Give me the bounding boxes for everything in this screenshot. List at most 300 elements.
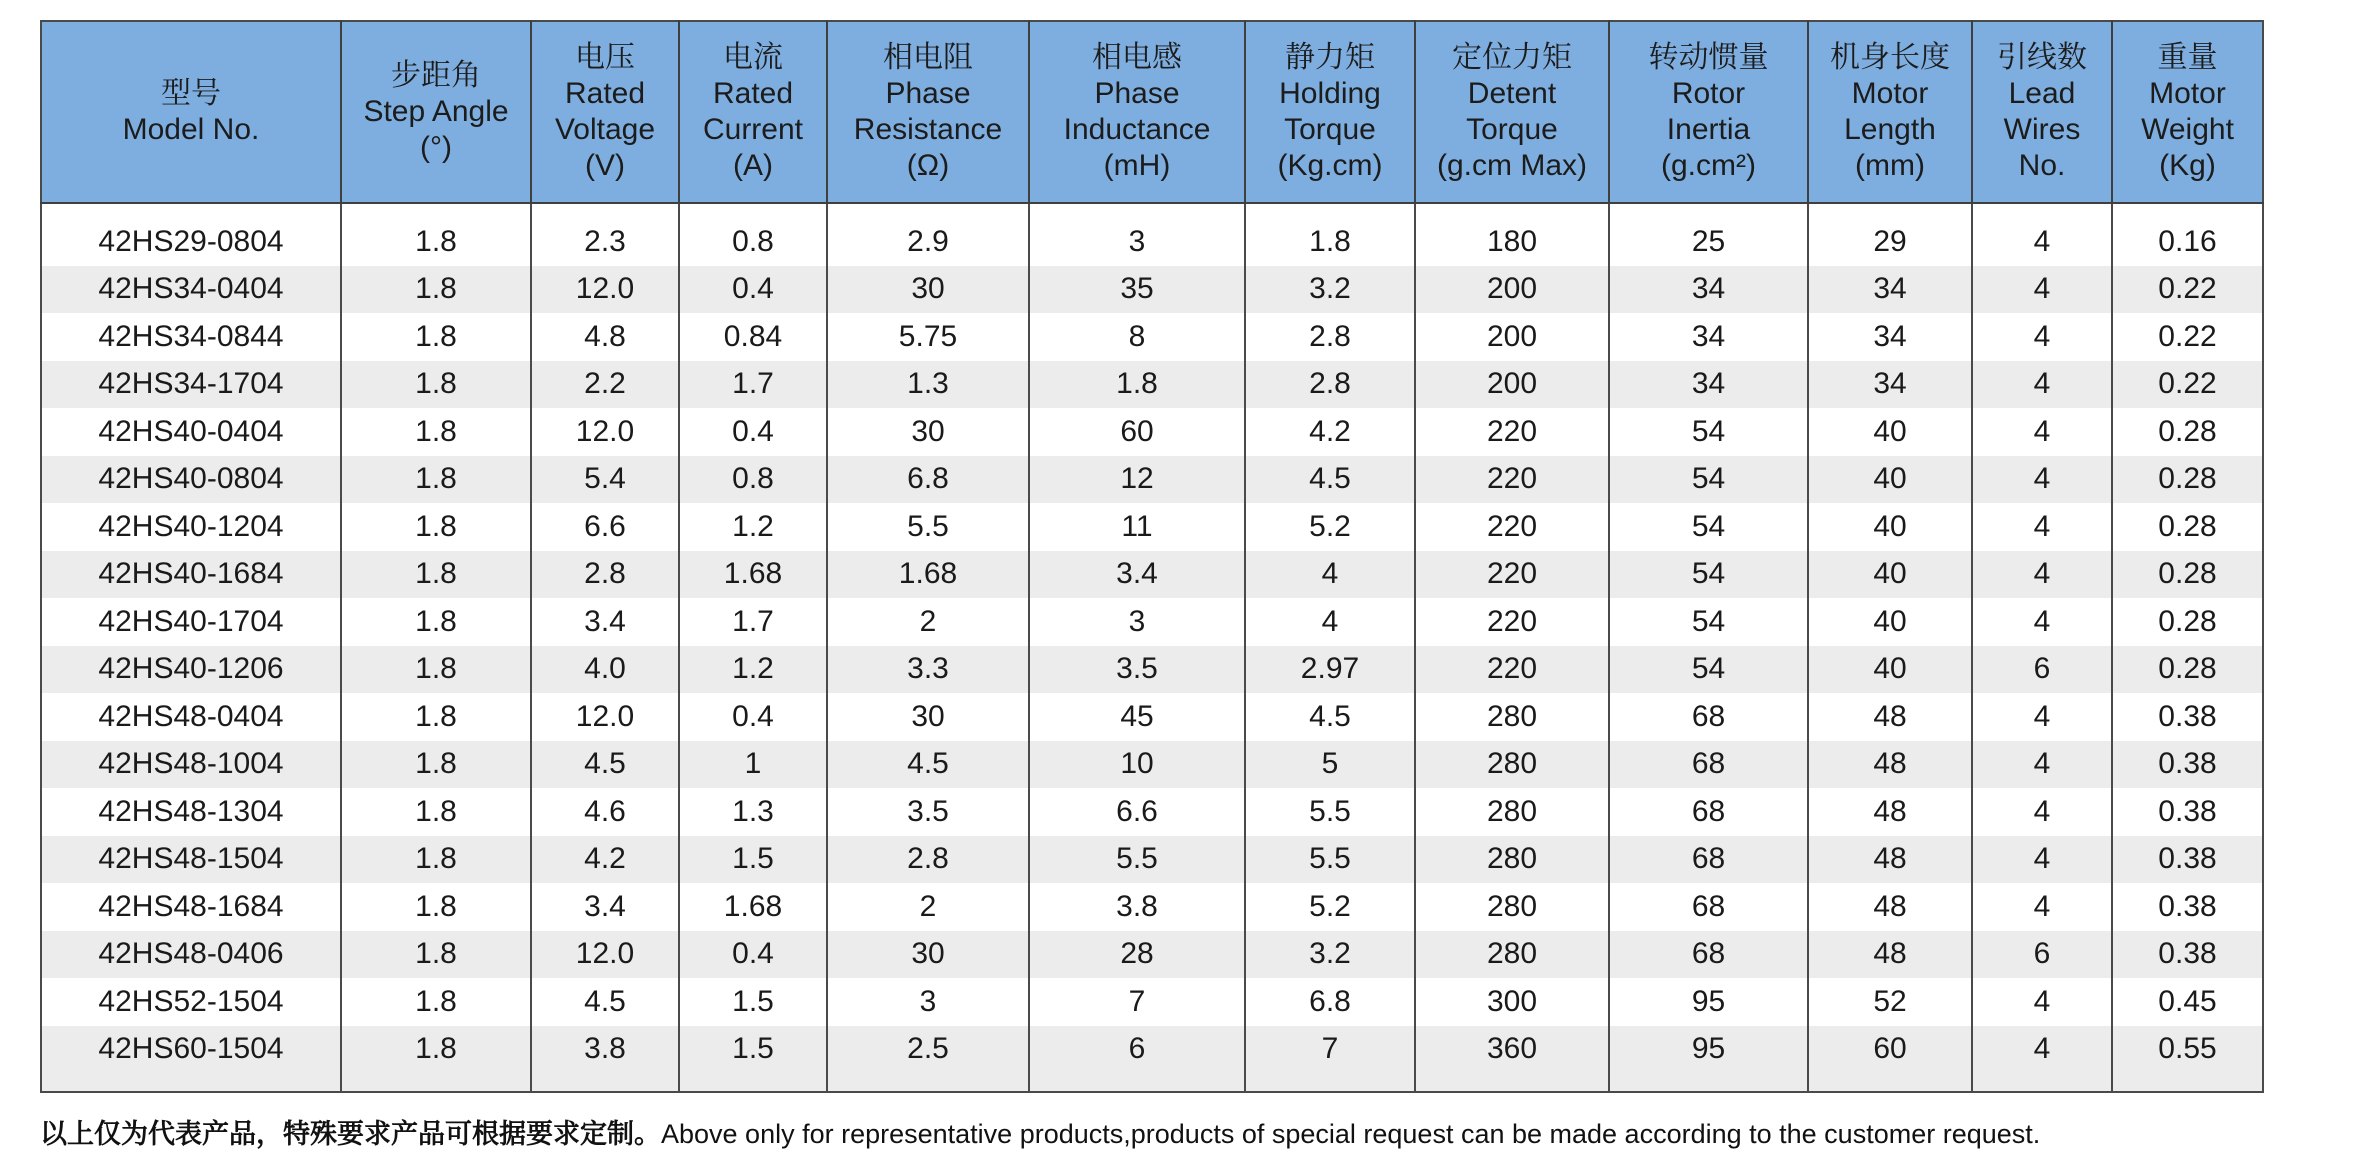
spacer-cell [679, 203, 827, 218]
cell-motor-length: 52 [1808, 978, 1972, 1026]
cell-detent-torque: 220 [1415, 646, 1609, 694]
cell-holding-torque: 4 [1245, 551, 1415, 599]
cell-rated-voltage: 3.4 [531, 598, 679, 646]
cell-phase-resistance: 4.5 [827, 741, 1029, 789]
cell-detent-torque: 220 [1415, 503, 1609, 551]
cell-step-angle: 1.8 [341, 741, 531, 789]
col-header-en: (°) [420, 131, 452, 164]
cell-model-no: 42HS40-1684 [41, 551, 341, 599]
cell-holding-torque: 7 [1245, 1026, 1415, 1093]
cell-motor-length: 29 [1808, 218, 1972, 266]
cell-model-no: 42HS34-0404 [41, 266, 341, 314]
cell-phase-resistance: 1.68 [827, 551, 1029, 599]
cell-rated-current: 1.7 [679, 598, 827, 646]
cell-phase-inductance: 28 [1029, 931, 1245, 979]
col-header-rotor-inertia [1609, 21, 1808, 203]
cell-holding-torque: 5.2 [1245, 883, 1415, 931]
cell-motor-weight: 0.38 [2112, 788, 2263, 836]
cell-detent-torque: 360 [1415, 1026, 1609, 1093]
cell-lead-wires: 4 [1972, 693, 2112, 741]
cell-detent-torque: 200 [1415, 361, 1609, 409]
cell-rotor-inertia: 68 [1609, 836, 1808, 884]
col-header-en: Rated [712, 77, 794, 110]
cell-rated-voltage: 4.0 [531, 646, 679, 694]
col-header-en: Motor [2149, 77, 2226, 110]
cell-rated-voltage: 12.0 [531, 693, 679, 741]
cell-motor-length: 40 [1808, 646, 1972, 694]
cell-detent-torque: 280 [1415, 931, 1609, 979]
cell-lead-wires: 4 [1972, 836, 2112, 884]
cell-lead-wires: 4 [1972, 1026, 2112, 1093]
cell-phase-resistance: 30 [827, 408, 1029, 456]
cell-lead-wires: 4 [1972, 788, 2112, 836]
cell-motor-length: 40 [1808, 598, 1972, 646]
cell-phase-resistance: 30 [827, 693, 1029, 741]
cell-phase-inductance: 60 [1029, 408, 1245, 456]
cell-lead-wires: 4 [1972, 503, 2112, 551]
cell-step-angle: 1.8 [341, 693, 531, 741]
col-header-motor-length [1808, 21, 1972, 203]
col-header-en: (Ω) [906, 149, 950, 182]
spacer-cell [1415, 203, 1609, 218]
col-header-en: (Kg.cm) [1277, 149, 1383, 182]
cell-phase-inductance: 1.8 [1029, 361, 1245, 409]
cell-phase-resistance: 2 [827, 883, 1029, 931]
cell-phase-inductance: 12 [1029, 456, 1245, 504]
table-row [41, 218, 2263, 266]
table-row [41, 883, 2263, 931]
cell-holding-torque: 2.8 [1245, 313, 1415, 361]
cell-phase-resistance: 5.75 [827, 313, 1029, 361]
cell-rated-current: 0.4 [679, 693, 827, 741]
col-header-en: (V) [585, 149, 625, 182]
table-row [41, 646, 2263, 694]
cell-rotor-inertia: 54 [1609, 598, 1808, 646]
table-row [41, 503, 2263, 551]
cell-motor-length: 40 [1808, 503, 1972, 551]
col-header-cn: 转动惯量 [1648, 41, 1769, 74]
cell-motor-length: 40 [1808, 456, 1972, 504]
cell-rated-current: 1.68 [679, 551, 827, 599]
cell-motor-length: 60 [1808, 1026, 1972, 1093]
spacer-cell [1808, 203, 1972, 218]
cell-rotor-inertia: 54 [1609, 456, 1808, 504]
cell-motor-weight: 0.16 [2112, 218, 2263, 266]
cell-rated-voltage: 6.6 [531, 503, 679, 551]
col-header-rated-voltage [531, 21, 679, 203]
cell-rotor-inertia: 34 [1609, 313, 1808, 361]
cell-step-angle: 1.8 [341, 218, 531, 266]
cell-rated-voltage: 4.5 [531, 978, 679, 1026]
cell-detent-torque: 180 [1415, 218, 1609, 266]
cell-motor-weight: 0.45 [2112, 978, 2263, 1026]
cell-lead-wires: 4 [1972, 978, 2112, 1026]
col-header-cn: 静力矩 [1285, 41, 1375, 74]
cell-rotor-inertia: 54 [1609, 646, 1808, 694]
table-row [41, 788, 2263, 836]
col-header-phase-inductance [1029, 21, 1245, 203]
col-header-en: Inertia [1666, 113, 1751, 146]
cell-lead-wires: 4 [1972, 218, 2112, 266]
col-header-en: Motor [1851, 77, 1929, 110]
table-row [41, 551, 2263, 599]
cell-motor-length: 48 [1808, 693, 1972, 741]
cell-holding-torque: 5.5 [1245, 788, 1415, 836]
cell-lead-wires: 4 [1972, 361, 2112, 409]
cell-model-no: 42HS40-1204 [41, 503, 341, 551]
table-row [41, 741, 2263, 789]
col-header-en: Rotor [1671, 77, 1746, 110]
col-header-en: Resistance [853, 113, 1003, 146]
cell-rated-current: 1.7 [679, 361, 827, 409]
cell-step-angle: 1.8 [341, 646, 531, 694]
col-header-en: Torque [1284, 113, 1376, 146]
cell-motor-length: 34 [1808, 313, 1972, 361]
cell-detent-torque: 280 [1415, 788, 1609, 836]
cell-phase-inductance: 6.6 [1029, 788, 1245, 836]
cell-rated-current: 0.8 [679, 456, 827, 504]
cell-rated-current: 1.5 [679, 978, 827, 1026]
cell-detent-torque: 220 [1415, 551, 1609, 599]
col-header-en: Phase [885, 77, 971, 110]
cell-lead-wires: 6 [1972, 646, 2112, 694]
cell-phase-inductance: 3.4 [1029, 551, 1245, 599]
cell-rotor-inertia: 34 [1609, 361, 1808, 409]
cell-lead-wires: 4 [1972, 408, 2112, 456]
footnote [40, 1112, 2040, 1151]
cell-holding-torque: 3.2 [1245, 931, 1415, 979]
cell-rotor-inertia: 68 [1609, 693, 1808, 741]
cell-step-angle: 1.8 [341, 883, 531, 931]
spacer-cell [1609, 203, 1808, 218]
cell-phase-inductance: 5.5 [1029, 836, 1245, 884]
table-row [41, 361, 2263, 409]
cell-phase-inductance: 45 [1029, 693, 1245, 741]
cell-phase-inductance: 3 [1029, 218, 1245, 266]
cell-rated-voltage: 4.6 [531, 788, 679, 836]
cell-model-no: 42HS40-0804 [41, 456, 341, 504]
cell-detent-torque: 300 [1415, 978, 1609, 1026]
col-header-en: No. [2018, 149, 2066, 182]
col-header-en: (mH) [1103, 149, 1171, 182]
cell-holding-torque: 4 [1245, 598, 1415, 646]
cell-phase-inductance: 3.8 [1029, 883, 1245, 931]
col-header-cn: 电压 [575, 41, 635, 74]
col-header-rated-current [679, 21, 827, 203]
col-header-holding-torque [1245, 21, 1415, 203]
table-row [41, 408, 2263, 456]
cell-motor-weight: 0.22 [2112, 266, 2263, 314]
table-row [41, 931, 2263, 979]
cell-rated-current: 1 [679, 741, 827, 789]
cell-phase-resistance: 6.8 [827, 456, 1029, 504]
col-header-en: (Kg) [2159, 149, 2216, 182]
col-header-cn: 型号 [161, 77, 221, 110]
footnote-en: Above only for representative products,products of special request can be made according to the customer request. [661, 1119, 2041, 1149]
cell-rated-voltage: 3.8 [531, 1026, 679, 1093]
cell-holding-torque: 5.5 [1245, 836, 1415, 884]
cell-motor-weight: 0.38 [2112, 931, 2263, 979]
cell-motor-length: 48 [1808, 788, 1972, 836]
cell-motor-weight: 0.22 [2112, 361, 2263, 409]
cell-rated-current: 0.8 [679, 218, 827, 266]
cell-motor-length: 48 [1808, 836, 1972, 884]
cell-rated-voltage: 4.2 [531, 836, 679, 884]
col-header-cn: 相电阻 [883, 41, 973, 74]
cell-rated-voltage: 3.4 [531, 883, 679, 931]
col-header-en: Holding [1279, 77, 1381, 110]
cell-holding-torque: 6.8 [1245, 978, 1415, 1026]
cell-motor-weight: 0.22 [2112, 313, 2263, 361]
cell-model-no: 42HS40-0404 [41, 408, 341, 456]
col-header-en: Length [1844, 113, 1936, 146]
cell-rated-current: 0.4 [679, 266, 827, 314]
cell-phase-resistance: 3.3 [827, 646, 1029, 694]
cell-rated-current: 0.84 [679, 313, 827, 361]
cell-phase-inductance: 7 [1029, 978, 1245, 1026]
cell-motor-weight: 0.28 [2112, 646, 2263, 694]
cell-model-no: 42HS48-1504 [41, 836, 341, 884]
cell-lead-wires: 4 [1972, 551, 2112, 599]
cell-rotor-inertia: 68 [1609, 931, 1808, 979]
col-header-en: Torque [1466, 113, 1558, 146]
cell-rated-voltage: 2.2 [531, 361, 679, 409]
cell-model-no: 42HS52-1504 [41, 978, 341, 1026]
cell-model-no: 42HS48-1684 [41, 883, 341, 931]
cell-motor-weight: 0.28 [2112, 456, 2263, 504]
cell-motor-weight: 0.38 [2112, 836, 2263, 884]
cell-detent-torque: 220 [1415, 456, 1609, 504]
cell-phase-resistance: 30 [827, 266, 1029, 314]
cell-step-angle: 1.8 [341, 788, 531, 836]
cell-rotor-inertia: 54 [1609, 503, 1808, 551]
cell-detent-torque: 220 [1415, 408, 1609, 456]
cell-phase-inductance: 6 [1029, 1026, 1245, 1093]
cell-step-angle: 1.8 [341, 931, 531, 979]
spacer-cell [827, 203, 1029, 218]
col-header-phase-resistance [827, 21, 1029, 203]
cell-rotor-inertia: 54 [1609, 551, 1808, 599]
cell-motor-weight: 0.28 [2112, 551, 2263, 599]
cell-lead-wires: 4 [1972, 266, 2112, 314]
cell-motor-weight: 0.28 [2112, 408, 2263, 456]
col-header-en: Voltage [554, 113, 656, 146]
cell-rated-voltage: 12.0 [531, 408, 679, 456]
col-header-en: Phase [1094, 77, 1180, 110]
spacer-cell [531, 203, 679, 218]
col-header-lead-wires [1972, 21, 2112, 203]
cell-holding-torque: 3.2 [1245, 266, 1415, 314]
col-header-en: Current [702, 113, 804, 146]
cell-detent-torque: 220 [1415, 598, 1609, 646]
spacer-row [41, 203, 2263, 218]
cell-model-no: 42HS48-1304 [41, 788, 341, 836]
spacer-cell [1972, 203, 2112, 218]
table-header [41, 21, 2263, 203]
col-header-en: Wires [2003, 113, 2081, 146]
col-header-en: Model No. [122, 113, 260, 146]
cell-step-angle: 1.8 [341, 408, 531, 456]
cell-detent-torque: 280 [1415, 836, 1609, 884]
col-header-cn: 步距角 [391, 59, 481, 92]
table-row [41, 693, 2263, 741]
col-header-en: Weight [2141, 113, 2234, 146]
cell-step-angle: 1.8 [341, 456, 531, 504]
cell-holding-torque: 4.2 [1245, 408, 1415, 456]
cell-phase-resistance: 2.5 [827, 1026, 1029, 1093]
cell-phase-resistance: 3.5 [827, 788, 1029, 836]
cell-model-no: 42HS48-0404 [41, 693, 341, 741]
cell-rated-current: 1.5 [679, 1026, 827, 1093]
cell-phase-resistance: 2.9 [827, 218, 1029, 266]
cell-motor-length: 34 [1808, 361, 1972, 409]
cell-phase-inductance: 3 [1029, 598, 1245, 646]
cell-detent-torque: 200 [1415, 266, 1609, 314]
cell-phase-resistance: 1.3 [827, 361, 1029, 409]
spacer-cell [2112, 203, 2263, 218]
cell-motor-length: 34 [1808, 266, 1972, 314]
spacer-cell [341, 203, 531, 218]
spacer-cell [41, 203, 341, 218]
cell-holding-torque: 4.5 [1245, 693, 1415, 741]
col-header-cn: 机身长度 [1830, 41, 1950, 74]
cell-motor-weight: 0.28 [2112, 598, 2263, 646]
cell-phase-inductance: 35 [1029, 266, 1245, 314]
cell-motor-weight: 0.55 [2112, 1026, 2263, 1093]
col-header-en: (mm) [1855, 149, 1925, 182]
cell-rated-voltage: 12.0 [531, 931, 679, 979]
col-header-en: Lead [2008, 77, 2076, 110]
cell-rotor-inertia: 68 [1609, 788, 1808, 836]
table-row [41, 978, 2263, 1026]
cell-phase-inductance: 3.5 [1029, 646, 1245, 694]
cell-step-angle: 1.8 [341, 361, 531, 409]
cell-rated-current: 1.2 [679, 646, 827, 694]
table-row [41, 836, 2263, 884]
cell-detent-torque: 200 [1415, 313, 1609, 361]
cell-detent-torque: 280 [1415, 883, 1609, 931]
cell-rated-current: 1.3 [679, 788, 827, 836]
cell-phase-resistance: 3 [827, 978, 1029, 1026]
cell-lead-wires: 4 [1972, 456, 2112, 504]
cell-holding-torque: 4.5 [1245, 456, 1415, 504]
cell-motor-length: 48 [1808, 931, 1972, 979]
cell-rotor-inertia: 54 [1609, 408, 1808, 456]
footnote-cn: 以上仅为代表产品，特殊要求产品可根据要求定制。 [40, 1119, 661, 1149]
header-row [41, 21, 2263, 203]
col-header-en: (A) [733, 149, 773, 182]
col-header-cn: 定位力矩 [1452, 41, 1572, 74]
cell-phase-resistance: 2 [827, 598, 1029, 646]
cell-model-no: 42HS48-1004 [41, 741, 341, 789]
cell-lead-wires: 4 [1972, 313, 2112, 361]
cell-lead-wires: 6 [1972, 931, 2112, 979]
col-header-detent-torque [1415, 21, 1609, 203]
cell-step-angle: 1.8 [341, 1026, 531, 1093]
cell-lead-wires: 4 [1972, 598, 2112, 646]
cell-model-no: 42HS40-1704 [41, 598, 341, 646]
col-header-step-angle [341, 21, 531, 203]
cell-lead-wires: 4 [1972, 883, 2112, 931]
cell-phase-resistance: 2.8 [827, 836, 1029, 884]
cell-step-angle: 1.8 [341, 978, 531, 1026]
cell-rotor-inertia: 68 [1609, 741, 1808, 789]
cell-motor-length: 48 [1808, 741, 1972, 789]
cell-step-angle: 1.8 [341, 266, 531, 314]
col-header-en: Inductance [1063, 113, 1211, 146]
cell-rotor-inertia: 95 [1609, 978, 1808, 1026]
col-header-en: Detent [1467, 77, 1557, 110]
cell-motor-weight: 0.38 [2112, 693, 2263, 741]
cell-rated-voltage: 5.4 [531, 456, 679, 504]
cell-model-no: 42HS34-0844 [41, 313, 341, 361]
table-row [41, 266, 2263, 314]
col-header-en: (g.cm²) [1661, 149, 1756, 182]
cell-holding-torque: 1.8 [1245, 218, 1415, 266]
cell-phase-resistance: 5.5 [827, 503, 1029, 551]
cell-rated-current: 1.2 [679, 503, 827, 551]
cell-holding-torque: 2.8 [1245, 361, 1415, 409]
cell-model-no: 42HS40-1206 [41, 646, 341, 694]
cell-model-no: 42HS48-0406 [41, 931, 341, 979]
cell-model-no: 42HS29-0804 [41, 218, 341, 266]
spacer-cell [1029, 203, 1245, 218]
cell-motor-weight: 0.28 [2112, 503, 2263, 551]
col-header-cn: 引线数 [1997, 41, 2087, 74]
cell-rated-current: 1.68 [679, 883, 827, 931]
cell-lead-wires: 4 [1972, 741, 2112, 789]
col-header-en: Step Angle [363, 95, 509, 128]
table-row [41, 313, 2263, 361]
cell-rated-current: 0.4 [679, 408, 827, 456]
col-header-model-no [41, 21, 341, 203]
cell-holding-torque: 5 [1245, 741, 1415, 789]
cell-rotor-inertia: 95 [1609, 1026, 1808, 1093]
cell-rated-voltage: 2.8 [531, 551, 679, 599]
cell-holding-torque: 5.2 [1245, 503, 1415, 551]
cell-phase-inductance: 10 [1029, 741, 1245, 789]
col-header-en: (g.cm Max) [1437, 149, 1587, 182]
table-row [41, 456, 2263, 504]
col-header-motor-weight [2112, 21, 2263, 203]
table-row [41, 598, 2263, 646]
cell-phase-inductance: 11 [1029, 503, 1245, 551]
cell-rated-voltage: 2.3 [531, 218, 679, 266]
spec-table [40, 20, 2264, 1093]
cell-rotor-inertia: 68 [1609, 883, 1808, 931]
cell-motor-weight: 0.38 [2112, 883, 2263, 931]
cell-rotor-inertia: 34 [1609, 266, 1808, 314]
cell-motor-length: 48 [1808, 883, 1972, 931]
cell-step-angle: 1.8 [341, 313, 531, 361]
cell-step-angle: 1.8 [341, 836, 531, 884]
cell-phase-resistance: 30 [827, 931, 1029, 979]
cell-holding-torque: 2.97 [1245, 646, 1415, 694]
table-body [41, 203, 2263, 1092]
cell-rated-current: 1.5 [679, 836, 827, 884]
cell-model-no: 42HS60-1504 [41, 1026, 341, 1093]
table-row [41, 1026, 2263, 1093]
spacer-cell [1245, 203, 1415, 218]
cell-model-no: 42HS34-1704 [41, 361, 341, 409]
col-header-cn: 电流 [723, 41, 783, 74]
cell-step-angle: 1.8 [341, 598, 531, 646]
cell-phase-inductance: 8 [1029, 313, 1245, 361]
cell-detent-torque: 280 [1415, 693, 1609, 741]
cell-rated-voltage: 4.8 [531, 313, 679, 361]
cell-motor-length: 40 [1808, 551, 1972, 599]
col-header-en: Rated [564, 77, 646, 110]
